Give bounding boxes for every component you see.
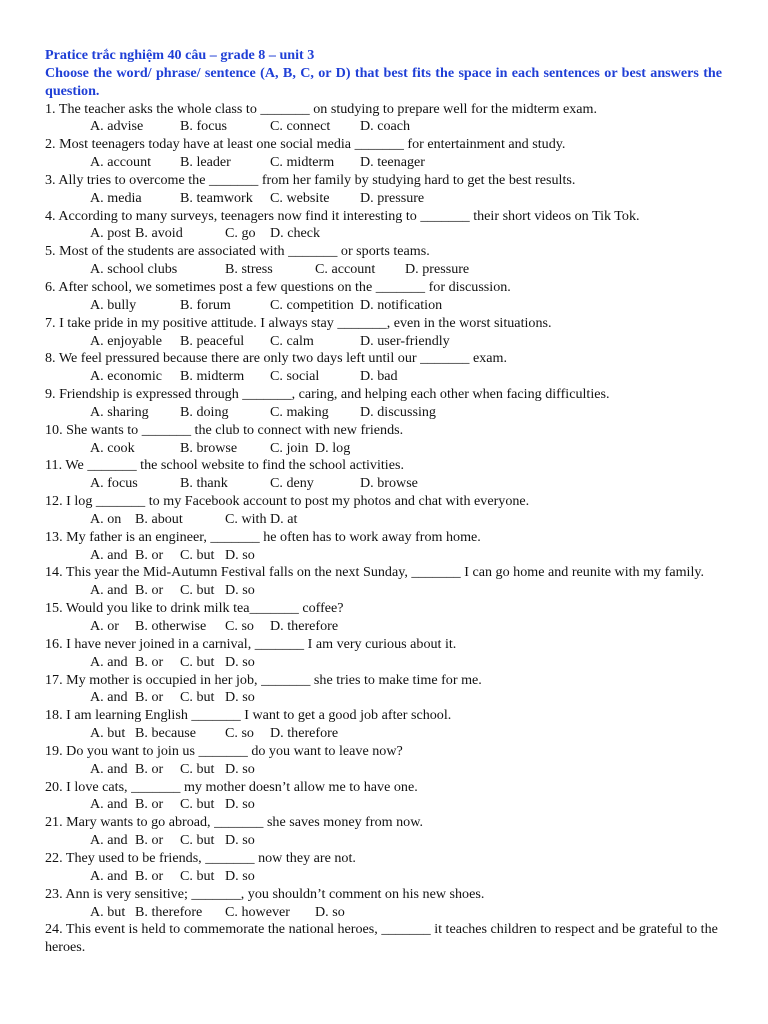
answer-option: D. user-friendly <box>360 332 450 349</box>
answer-option: C. calm <box>270 332 314 349</box>
question-text: 3. Ally tries to overcome the _______ from her family by studying hard to get the best results. <box>45 171 576 188</box>
answer-option: C. account <box>315 261 376 278</box>
answer-option: D. so <box>225 653 255 670</box>
answer-option: B. or <box>135 832 164 849</box>
answer-options <box>45 796 722 814</box>
answer-option: C. deny <box>270 475 314 492</box>
answer-option: A. and <box>90 760 128 777</box>
question-text: 9. Friendship is expressed through _______, caring, and helping each other when facing difficulties. <box>45 386 610 403</box>
answer-option: A. and <box>90 689 128 706</box>
answer-option: C. with <box>225 510 267 527</box>
answer-option: B. forum <box>180 296 231 313</box>
question-item <box>45 422 722 458</box>
answer-option: D. so <box>225 760 255 777</box>
answer-option: A. but <box>90 725 126 742</box>
answer-option: B. or <box>135 760 164 777</box>
question-item <box>45 493 722 529</box>
question-text: 13. My father is an engineer, _______ he often has to work away from home. <box>45 528 481 545</box>
answer-option: D. browse <box>360 475 418 492</box>
answer-options <box>45 618 722 636</box>
question-text: 22. They used to be friends, _______ now they are not. <box>45 849 356 866</box>
answer-option: C. but <box>180 582 215 599</box>
answer-option: B. or <box>135 582 164 599</box>
answer-options <box>45 654 722 672</box>
answer-option: D. therefore <box>270 725 339 742</box>
answer-options <box>45 368 722 386</box>
answer-options <box>45 832 722 850</box>
answer-option: C. so <box>225 618 254 634</box>
answer-option: A. and <box>90 546 128 563</box>
answer-options <box>45 225 722 243</box>
answer-option: A. economic <box>90 368 163 385</box>
answer-option: B. about <box>135 510 183 527</box>
answer-option: B. avoid <box>135 225 183 242</box>
question-text: 15. Would you like to drink milk tea_______ coffee? <box>45 600 344 617</box>
answer-option: B. doing <box>180 403 229 420</box>
answer-option: C. midterm <box>270 154 335 171</box>
answer-option: A. post <box>90 225 131 242</box>
question-item <box>45 600 722 636</box>
question-item <box>45 350 722 386</box>
question-item <box>45 457 722 493</box>
question-item <box>45 814 722 850</box>
question-text: 6. After school, we sometimes post a few questions on the _______ for discussion. <box>45 278 511 295</box>
answer-option: B. or <box>135 653 164 670</box>
question-text: 8. We feel pressured because there are only two days left until our _______ exam. <box>45 350 507 367</box>
question-text: 21. Mary wants to go abroad, _______ she saves money from now. <box>45 814 423 831</box>
question-text: 17. My mother is occupied in her job, _______ she tries to make time for me. <box>45 671 482 688</box>
answer-option: C. but <box>180 867 215 884</box>
answer-option: B. midterm <box>180 368 245 385</box>
answer-option: C. join <box>270 439 309 456</box>
answer-option: C. however <box>225 903 290 920</box>
answer-option: A. and <box>90 653 128 670</box>
question-text: 23. Ann is very sensitive; _______, you shouldn’t comment on his new shoes. <box>45 885 485 902</box>
answer-option: C. social <box>270 368 320 385</box>
answer-option: C. website <box>270 189 330 206</box>
answer-option: D. so <box>225 582 255 599</box>
answer-option: B. focus <box>180 118 227 135</box>
document-title: Pratice trắc nghiệm 40 câu – grade 8 – unit 3 <box>45 47 315 63</box>
answer-option: D. so <box>225 546 255 563</box>
answer-option: D. so <box>225 832 255 849</box>
answer-options <box>45 154 722 172</box>
question-text: 7. I take pride in my positive attitude. I always stay _______, even in the worst situations. <box>45 314 552 331</box>
question-list <box>45 101 722 958</box>
answer-options <box>45 511 722 529</box>
answer-options <box>45 725 722 743</box>
answer-option: B. stress <box>225 261 273 278</box>
answer-option: D. pressure <box>405 261 470 278</box>
question-text: 18. I am learning English _______ I want to get a good job after school. <box>45 707 452 724</box>
question-item <box>45 529 722 565</box>
answer-option: C. making <box>270 403 329 420</box>
answer-option: C. but <box>180 796 215 813</box>
question-text: 11. We _______ the school website to find the school activities. <box>45 457 404 474</box>
answer-option: C. go <box>225 225 256 242</box>
answer-options <box>45 475 722 493</box>
answer-option: D. so <box>315 903 345 920</box>
answer-option: D. check <box>270 225 321 242</box>
answer-options <box>45 404 722 422</box>
answer-option: A. but <box>90 903 126 920</box>
answer-option: D. so <box>225 796 255 813</box>
question-text: 12. I log _______ to my Facebook account to post my photos and chat with everyone. <box>45 493 530 510</box>
instruction-text: Choose the word/ phrase/ sentence (A, B, C, or D) that best fits the space in each sentences or best answers the question. <box>45 64 722 99</box>
answer-option: B. browse <box>180 439 238 456</box>
question-item <box>45 886 722 922</box>
answer-option: B. or <box>135 867 164 884</box>
answer-option: A. and <box>90 582 128 599</box>
question-item <box>45 636 722 672</box>
question-item <box>45 208 722 244</box>
answer-option: A. on <box>90 510 122 527</box>
answer-options <box>45 118 722 136</box>
question-text: 16. I have never joined in a carnival, _______ I am very curious about it. <box>45 635 457 652</box>
answer-options <box>45 868 722 886</box>
answer-option: B. or <box>135 796 164 813</box>
answer-options <box>45 440 722 458</box>
answer-option: B. thank <box>180 475 228 492</box>
answer-option: A. school clubs <box>90 261 178 278</box>
question-item <box>45 243 722 279</box>
answer-option: D. notification <box>360 296 443 313</box>
question-item <box>45 672 722 708</box>
answer-option: A. media <box>90 189 142 206</box>
answer-options <box>45 689 722 707</box>
answer-option: B. teamwork <box>180 189 253 206</box>
answer-option: D. at <box>270 510 298 527</box>
question-item <box>45 707 722 743</box>
answer-option: D. so <box>225 689 255 706</box>
question-text: 20. I love cats, _______ my mother doesn’t allow me to have one. <box>45 778 418 795</box>
question-text: 2. Most teenagers today have at least one social media _______ for entertainment and study. <box>45 136 566 153</box>
question-text: 1. The teacher asks the whole class to _______ on studying to prepare well for the midterm exam. <box>45 100 597 117</box>
answer-option: B. otherwise <box>135 618 207 634</box>
answer-options <box>45 333 722 351</box>
answer-option: B. or <box>135 546 164 563</box>
question-item <box>45 101 722 137</box>
answer-option: D. therefore <box>270 618 339 634</box>
question-text: 24. This event is held to commemorate the national heroes, _______ it teaches children to respect and be grateful to the heroes. <box>45 921 718 956</box>
answer-option: A. sharing <box>90 403 149 420</box>
question-item <box>45 850 722 886</box>
answer-option: B. because <box>135 725 197 742</box>
answer-option: A. and <box>90 796 128 813</box>
question-text: 19. Do you want to join us _______ do you want to leave now? <box>45 742 403 759</box>
answer-options <box>45 547 722 565</box>
question-item <box>45 921 722 957</box>
question-text: 4. According to many surveys, teenagers now find it interesting to _______ their short videos on Tik Tok. <box>45 207 640 224</box>
question-item <box>45 743 722 779</box>
question-text: 5. Most of the students are associated with _______ or sports teams. <box>45 243 430 260</box>
answer-option: A. focus <box>90 475 138 492</box>
answer-options <box>45 261 722 279</box>
question-item <box>45 564 722 600</box>
question-text: 14. This year the Mid-Autumn Festival falls on the next Sunday, _______ I can go home and reunite with my family. <box>45 564 705 581</box>
answer-options <box>45 761 722 779</box>
answer-option: B. leader <box>180 154 231 171</box>
answer-option: D. discussing <box>360 403 436 420</box>
answer-option: C. but <box>180 546 215 563</box>
question-item <box>45 279 722 315</box>
question-item <box>45 386 722 422</box>
answer-option: C. but <box>180 832 215 849</box>
answer-option: B. therefore <box>135 903 203 920</box>
answer-option: D. bad <box>360 368 398 385</box>
question-item <box>45 136 722 172</box>
answer-option: D. pressure <box>360 189 425 206</box>
answer-options <box>45 297 722 315</box>
answer-option: A. and <box>90 867 128 884</box>
answer-option: C. connect <box>270 118 331 135</box>
answer-option: D. teenager <box>360 154 425 171</box>
answer-option: D. so <box>225 867 255 884</box>
answer-option: B. peaceful <box>180 332 245 349</box>
answer-option: D. log <box>315 439 351 456</box>
answer-option: A. account <box>90 154 152 171</box>
question-text: 10. She wants to _______ the club to connect with new friends. <box>45 421 404 438</box>
question-item <box>45 172 722 208</box>
answer-option: C. but <box>180 760 215 777</box>
answer-option: A. bully <box>90 296 137 313</box>
answer-option: A. advise <box>90 118 144 135</box>
answer-options <box>45 904 722 922</box>
answer-option: A. cook <box>90 439 135 456</box>
question-item <box>45 315 722 351</box>
answer-option: C. competition <box>270 296 354 313</box>
answer-option: A. or <box>90 618 119 634</box>
answer-option: B. or <box>135 689 164 706</box>
question-item <box>45 779 722 815</box>
answer-option: A. and <box>90 832 128 849</box>
answer-option: C. but <box>180 689 215 706</box>
answer-option: C. but <box>180 653 215 670</box>
answer-option: D. coach <box>360 118 411 135</box>
answer-options <box>45 190 722 208</box>
answer-option: A. enjoyable <box>90 332 163 349</box>
answer-option: C. so <box>225 725 254 742</box>
answer-options <box>45 582 722 600</box>
